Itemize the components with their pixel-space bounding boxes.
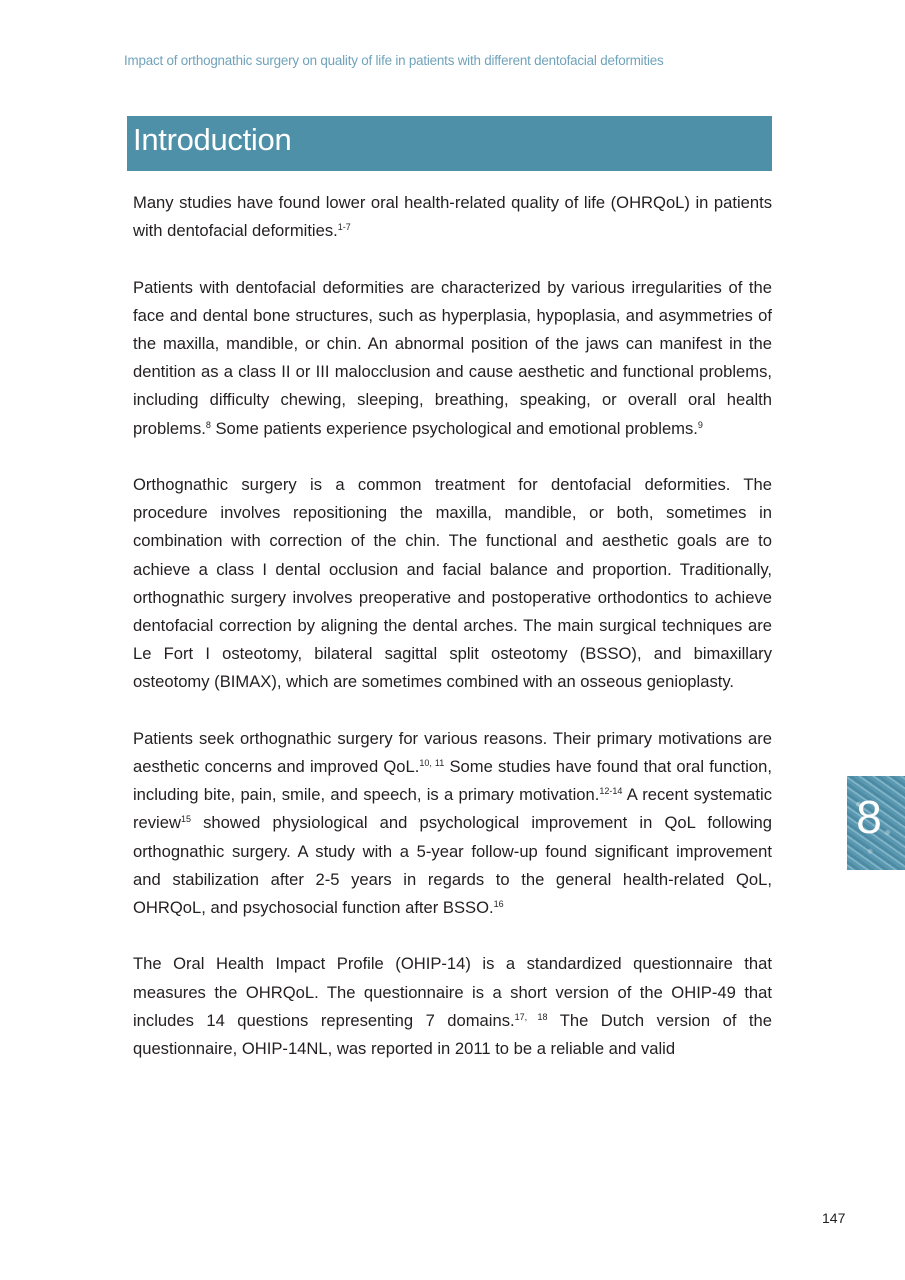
- citation-superscript: 8: [205, 419, 211, 430]
- section-banner: [127, 116, 772, 171]
- paragraph: [133, 471, 772, 697]
- citation-superscript: 15: [180, 814, 191, 825]
- paragraph: [133, 274, 772, 443]
- paragraph-text: A recent systematic review: [133, 785, 772, 833]
- paragraph: [133, 189, 772, 245]
- paragraph-text: Some studies have found that oral function, including bite, pain, smile, and speech, is a primary motivation.: [133, 757, 772, 805]
- paragraph-text: Orthognathic surgery is a common treatment for dentofacial deformities. The procedure involves repositioning the maxilla, mandible, or both, sometimes in combination with correction of the chin. The functional and aesthetic goals are to achieve a class I dental occlusion and facial balance and proportion. Traditionally, orthognathic surgery involves preoperative and postoperative orthodontics to achieve dentofacial correction by aligning the dental arches. The main surgical techniques are Le Fort I osteotomy, bilateral sagittal split osteotomy (BSSO), and bimaxillary osteotomy (BIMAX), which are sometimes combined with an osseous genioplasty.: [133, 475, 772, 692]
- paragraph: [133, 950, 772, 1063]
- paragraph-text: The Oral Health Impact Profile (OHIP-14) is a standardized questionnaire that measures the OHRQoL. The questionnaire is a short version of the OHIP-49 that includes 14 questions representing 7 domains.: [133, 954, 772, 1030]
- citation-superscript: 9: [697, 419, 703, 430]
- page-number: 147: [822, 1210, 846, 1226]
- section-title: Introduction: [133, 122, 292, 157]
- citation-superscript: 16: [493, 899, 504, 910]
- paragraph-text: Many studies have found lower oral health-related quality of life (OHRQoL) in patients with dentofacial deformities.: [133, 193, 772, 241]
- citation-superscript: 17, 18: [514, 1011, 548, 1022]
- chapter-number: 8: [856, 791, 882, 843]
- running-header: Impact of orthognathic surgery on quality of life in patients with different dentofacial deformities: [124, 53, 664, 68]
- citation-superscript: 12-14: [599, 786, 623, 797]
- paragraph-text: Patients with dentofacial deformities are characterized by various irregularities of the face and dental bone structures, such as hyperplasia, hypoplasia, and asymmetries of the maxilla, mandible, or chin. An abnormal position of the jaws can manifest in the dentition as a class II or III malocclusion and cause aesthetic and functional problems, including difficulty chewing, sleeping, breathing, speaking, or overall oral health problems.: [133, 277, 772, 438]
- body-text: [133, 189, 772, 1091]
- citation-superscript: 1-7: [337, 222, 351, 233]
- chapter-tab: [847, 776, 905, 870]
- paragraph-text: Some patients experience psychological and emotional problems.: [210, 418, 698, 438]
- paragraph-text: Patients seek orthognathic surgery for various reasons. Their primary motivations are aesthetic concerns and improved QoL.: [133, 728, 772, 777]
- paragraph: [133, 725, 772, 922]
- paragraph-text: The Dutch version of the questionnaire, OHIP-14NL, was reported in 2011 to be a reliable and valid: [133, 1010, 773, 1059]
- citation-superscript: 10, 11: [419, 758, 445, 769]
- paragraph-text: showed physiological and psychological improvement in QoL following orthognathic surgery. A study with a 5-year follow-up found significant improvement and stabilization after 2-5 years in regards to the general health-related QoL, OHRQoL, and psychosocial function after BSSO.: [133, 813, 772, 918]
